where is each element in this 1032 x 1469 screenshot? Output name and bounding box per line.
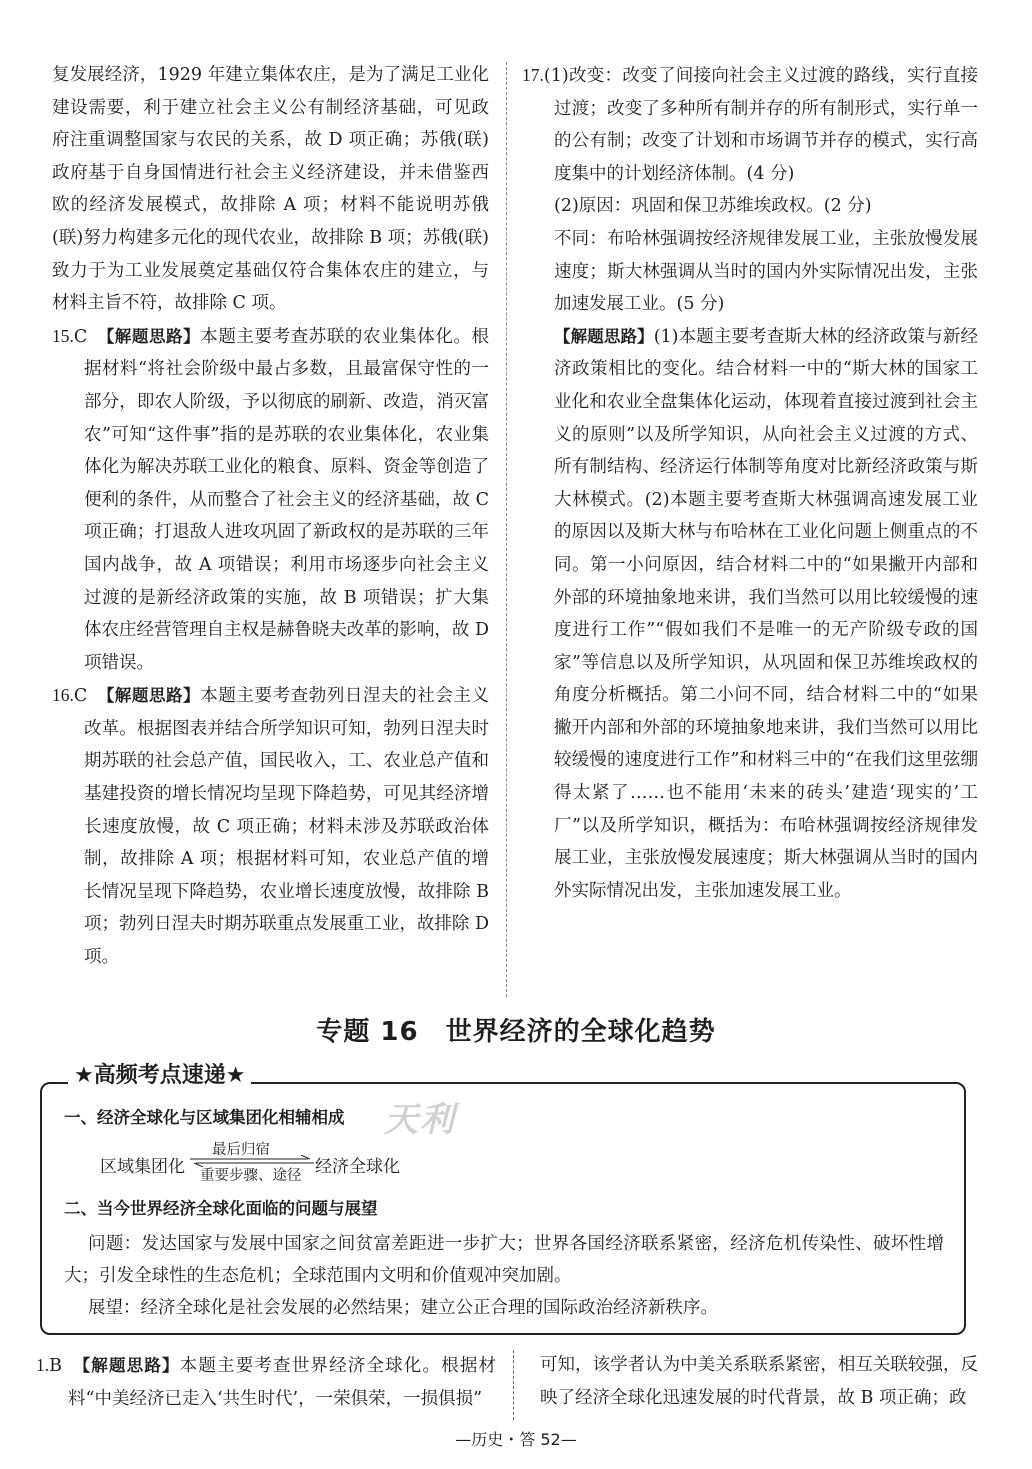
q17-number: 17.: [522, 65, 544, 85]
q1-number: 1.: [36, 1355, 50, 1375]
q1-text-left: 本题主要考查世界经济全球化。根据材料“中美经济已走入‘共生时代’，一荣俱荣，一损俱损”: [68, 1356, 497, 1409]
section-title: 专题 16 世界经济的全球化趋势: [316, 1017, 716, 1047]
page-footer: —历史・答 52—: [455, 1430, 577, 1449]
diagram-left-term: 区域集团化: [100, 1157, 185, 1177]
relation-diagram: [100, 1138, 420, 1188]
q16-number: 16.: [52, 685, 74, 706]
q16-answer: C: [73, 686, 88, 707]
q17-part2: [522, 190, 978, 907]
diagram-below-label: 重要步骤、途径: [200, 1168, 302, 1184]
question-17: [522, 59, 978, 190]
q17-analysis: [554, 321, 978, 908]
summary-problems: 问题：发达国家与发展中国家之间贫富差距进一步扩大；世界各国经济联系紧密，经济危机传染性、破坏性增大；引发全球性的生态危机；全球范围内文明和价值观冲突加剧。: [64, 1234, 944, 1286]
right-column: [522, 59, 978, 907]
bottom-left-column: [36, 1349, 496, 1415]
q17-analysis-text: (1)本题主要考查斯大林的经济政策与新经济政策相比的变化。结合材料一中的“斯大林的国家工业化和农业全盘集体化运动，体现着直接过渡到社会主义的原则”以及所学知识，从向社会主义过渡的方式、所有制结构、经济运行体制等角度对比新经济政策与斯大林模式。(2)本题主要考查斯大林强调高速发展工业的原因以及斯大林与布哈林在工业化问题上侧重点的不同。第一小问原因，结合材料二中的“如果撇开内部和外部的环境抽象地来讲，我们当然可以用比较缓慢的速度进行工作”“假如我们不是唯一的无产阶级专政的国家”等信息以及所学知识，从巩固和保卫苏维埃政权的角度分析概括。第二小问不同，结合材料二中的“如果撇开内部和外部的环境抽象地来讲，我们当然可以用比较缓慢的速度进行工作”和材料三中的“在我们这里弦绷得太紧了……也不能用‘未来的砖头’建造‘现实的’工厂”以及所学知识，概括为：布哈林强调按经济规律发展工业，主张放慢发展速度；斯大林强调从当时的国内外实际情况出发，主张加速发展工业。: [554, 326, 979, 901]
q17-part1: (1)改变：改变了间接向社会主义过渡的路线，实行直接过渡；改变了多种所有制并存的所有制形式，实行单一的公有制；改变了计划和市场调节并存的模式，实行高度集中的计划经济体制。(4 分): [543, 66, 978, 184]
summary-heading-1: 一、经济全球化与区域集团化相辅相成: [64, 1108, 345, 1127]
intro-paragraph: 复发展经济，1929 年建立集体农庄，是为了满足工业化建设需要，利于建立社会主义公有制经济基础，可见政府注重调整国家与农民的关系，故 D 项正确；苏俄(联)政府基于自身国情进行社会主义经济建设，并未借鉴西欧的经济发展模式，故排除 A 项；材料不能说明苏俄(联)努力构建多元化的现代农业，故排除 B 项；苏俄(联)致力于为工业发展奠定基础仅符合集体农庄的建立，与材料主旨不符，故排除 C 项。: [52, 65, 489, 314]
question-1: [36, 1349, 496, 1415]
bottom-column-divider: [513, 1350, 514, 1420]
q17-label: 【解题思路】: [554, 326, 654, 346]
q1-text-right: 可知，该学者认为中美关系联系紧密，相互关联较强，反映了经济全球化迅速发展的时代背景，故 B 项正确；政: [540, 1355, 978, 1408]
q16-text: 本题主要考查勃列日涅夫的社会主义改革。根据图表并结合所学知识可知，勃列日涅夫时期苏联的社会总产值，国民收入，工、农业总产值和基建投资的增长情况均呈现下降趋势，可见其经济增长速度放慢，故 C 项正确；材料未涉及苏联政治体制，故排除 A 项；根据材料可知，农业总产值的增长情况呈现下降趋势，农业增长速度放慢，故排除 B 项；勃列日涅夫时期苏联重点发展重工业，故排除 D 项。: [84, 686, 490, 968]
question-16: [52, 679, 489, 973]
bottom-right-column: [540, 1349, 978, 1414]
q15-number: 15.: [52, 325, 74, 346]
summary-outlook: 展望：经济全球化是社会发展的必然结果；建立公正合理的国际政治经济新秩序。: [88, 1298, 718, 1318]
diagram-above-label: 最后归宿: [212, 1142, 270, 1158]
q1-label: 【解题思路】: [81, 1356, 180, 1375]
q17-reason: (2)原因：巩固和保卫苏维埃政权。(2 分): [554, 196, 872, 217]
diagram-right-term: 经济全球化: [315, 1157, 400, 1177]
column-divider: [506, 62, 507, 997]
summary-heading-2: 二、当今世界经济全球化面临的问题与展望: [64, 1199, 378, 1218]
left-column: [52, 59, 489, 974]
q15-answer: C: [73, 326, 88, 347]
q17-difference: 不同：布哈林强调按经济规律发展工业，主张放慢发展速度；斯大林强调从当时的国内外实际情况出发，主张加速发展工业。(5 分): [554, 228, 978, 315]
q15-label: 【解题思路】: [105, 326, 201, 346]
question-15: [52, 320, 489, 680]
q15-text: 本题主要考查苏联的农业集体化。根据材料“将社会阶级中最占多数，且最富保守性的一部分，即农人阶级，予以彻底的刷新、改造，消灭富农”可知“这件事”指的是苏联的农业集体化，农业集体化为解决苏联工业化的粮食、原料、资金等创造了便利的条件，从而整合了社会主义的经济基础，故 C 项正确；打退敌人进攻巩固了新政权的是苏联的三年国内战争，故 A 项错误；利用市场逐步向社会主义过渡的是新经济政策的实施，故 B 项错误；扩大集体农庄经营管理自主权是赫鲁晓夫改革的影响，故 D 项错误。: [84, 326, 490, 673]
watermark-logo: 天利: [384, 1100, 456, 1140]
q1-answer: B: [49, 1356, 62, 1376]
q16-label: 【解题思路】: [105, 686, 201, 706]
summary-box-header: ★高频考点速递★: [68, 1061, 251, 1091]
